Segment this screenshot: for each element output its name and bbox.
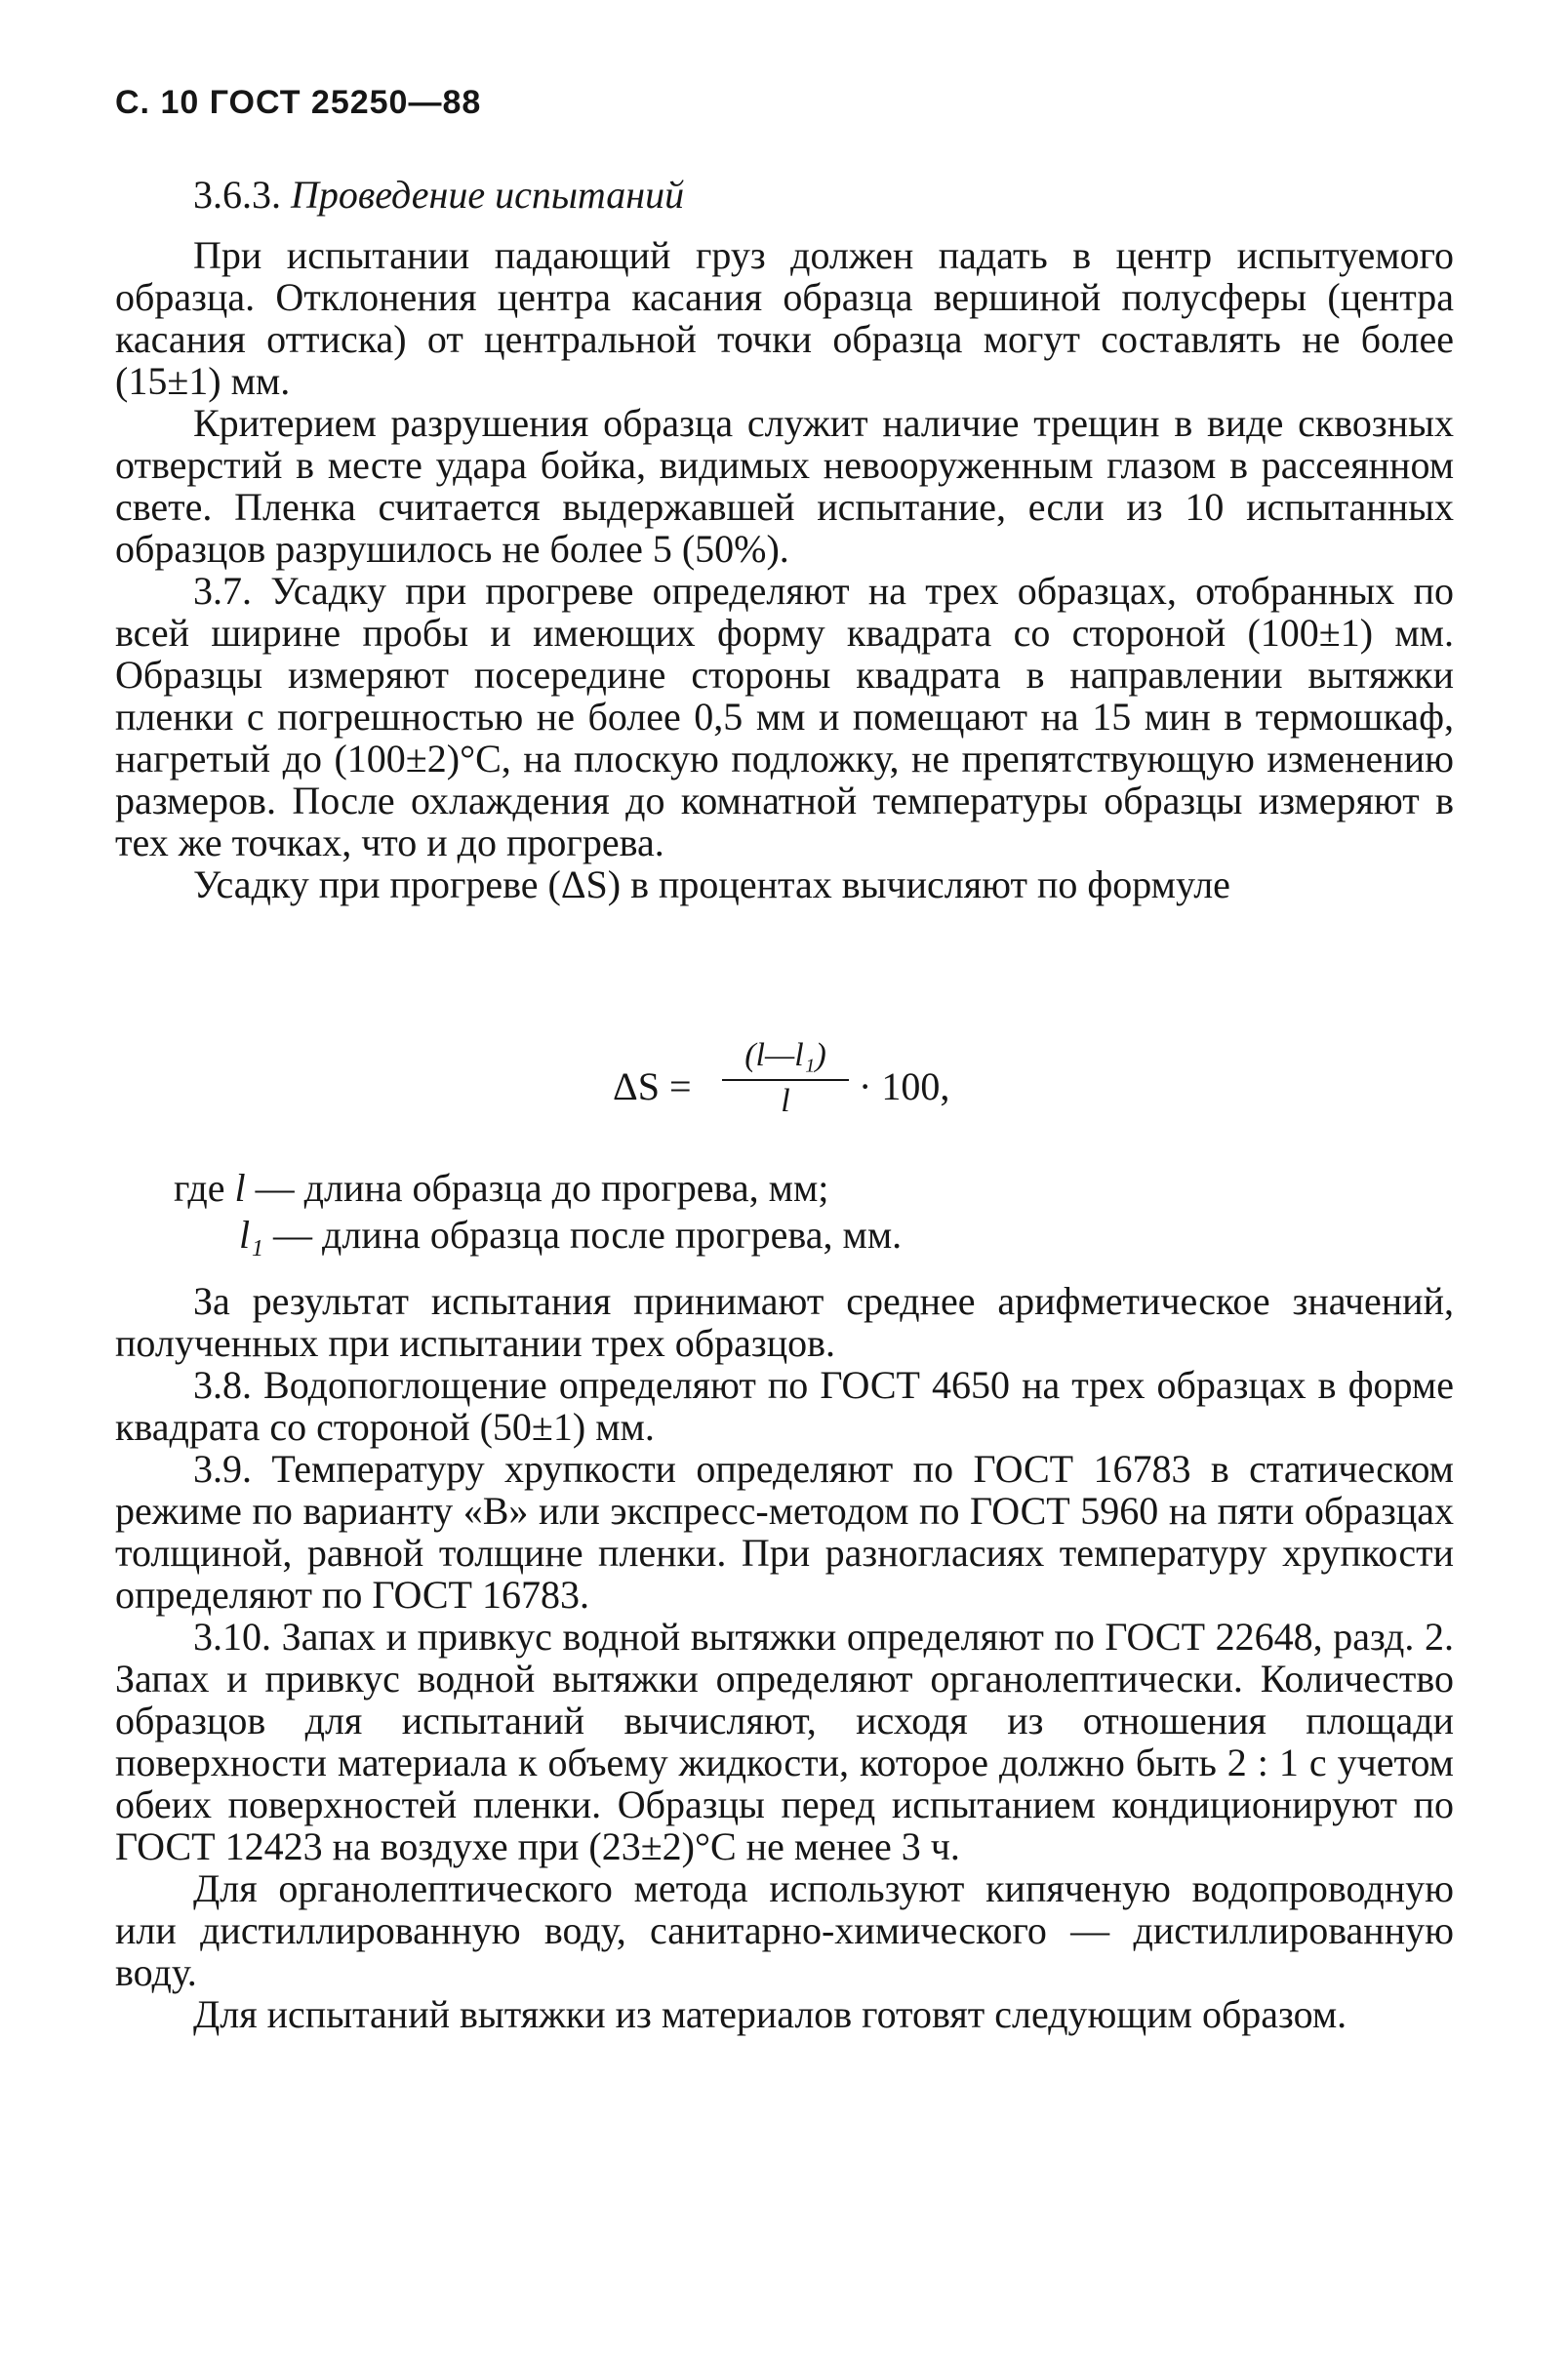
paragraph: Для органолептического метода используют кипяченую водопроводную или дистиллированную воду, санитарно-химического — дистиллированную воду. — [115, 1866, 1454, 1994]
paragraph: 3.10. Запах и привкус водной вытяжки определяют по ГОСТ 22648, разд. 2. Запах и привкус водной вытяжки определяют органолептически. Количество образцов для испытаний вычисляют, исходя из отношения площади поверхности материала к объему жидкости, которое должно быть 2 : 1 с учетом обеих поверхностей пленки. Образцы перед испытанием кондиционируют по ГОСТ 12423 на воздухе при (23±2)°С не менее 3 ч. — [115, 1615, 1454, 1868]
legend-symbol: l — [234, 1166, 246, 1210]
formula-denominator: l — [781, 1083, 790, 1119]
section-title: Проведение испытаний — [291, 173, 685, 217]
legend-description: — длина образца до прогрева, мм; — [255, 1166, 829, 1210]
paragraph: 3.8. Водопоглощение определяют по ГОСТ 4650 на трех образцах в форме квадрата со стороной (50±1) мм. — [115, 1363, 1454, 1449]
legend-symbol: l₁ — [239, 1213, 264, 1257]
fraction-bar — [722, 1079, 849, 1081]
formula-rhs: · 100, — [859, 1064, 950, 1108]
paragraph: При испытании падающий груз должен падать в центр испытуемого образца. Отклонения центра касания образца вершиной полусферы (центра касания оттиска) от центральной точки образца могут составлять не более (15±1) мм. — [115, 233, 1454, 403]
section-number: 3.6.3. — [193, 173, 281, 217]
section-heading — [193, 172, 684, 218]
text-block-bottom — [115, 1280, 1454, 2035]
formula-fraction — [722, 1036, 849, 1120]
text-block-top — [115, 234, 1454, 905]
formula — [613, 1036, 1023, 1134]
legend-description: — длина образца после прогрева, мм. — [273, 1213, 903, 1257]
legend-item — [174, 1165, 902, 1212]
formula-lhs: ΔS = — [613, 1064, 692, 1108]
paragraph: 3.9. Температуру хрупкости определяют по ГОСТ 16783 в статическом режиме по варианту «В» или экспресс-методом по ГОСТ 5960 на пяти образцах толщиной, равной толщине пленки. При разногласиях температуру хрупкости определяют по ГОСТ 16783. — [115, 1447, 1454, 1617]
page-header: С. 10 ГОСТ 25250—88 — [115, 84, 482, 121]
variable-legend — [174, 1165, 902, 1259]
paragraph: Усадку при прогреве (ΔS) в процентах вычисляют по формуле — [193, 862, 1230, 906]
legend-prefix: где — [174, 1166, 225, 1210]
paragraph: Для испытаний вытяжки из материалов готовят следующим образом. — [193, 1992, 1347, 2036]
paragraph: 3.7. Усадку при прогреве определяют на трех образцах, отобранных по всей ширине пробы и имеющих форму квадрата со стороной (100±1) мм. Образцы измеряют посередине стороны квадрата в направлении вытяжки пленки с погрешностью не более 0,5 мм и помещают на 15 мин в термошкаф, нагретый до (100±2)°С, на плоскую подложку, не препятствующую изменению размеров. После охлаждения до комнатной температуры образцы измеряют в тех же точках, что и до прогрева. — [115, 569, 1454, 864]
paragraph: За результат испытания принимают среднее арифметическое значений, полученных при испытании трех образцов. — [115, 1279, 1454, 1365]
formula-numerator: (l—l₁) — [744, 1037, 826, 1073]
paragraph: Критерием разрушения образца служит наличие трещин в виде сквозных отверстий в месте удара бойка, видимых невооруженным глазом в рассеянном свете. Пленка считается выдержавшей испытание, если из 10 испытанных образцов разрушилось не более 5 (50%). — [115, 401, 1454, 571]
legend-item — [174, 1212, 902, 1259]
